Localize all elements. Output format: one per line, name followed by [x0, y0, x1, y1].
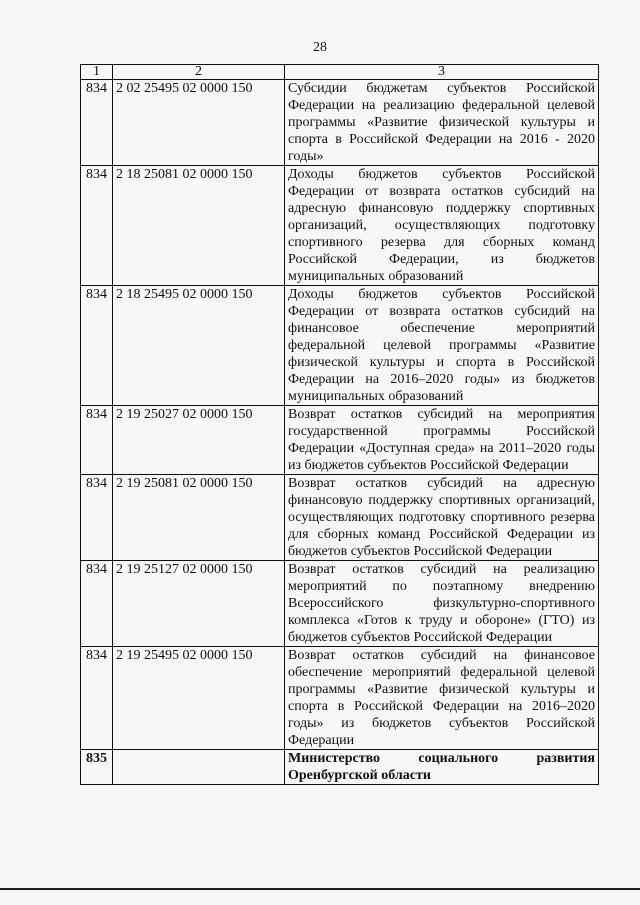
page-number: 28 [313, 40, 327, 55]
column-header-1: 1 [81, 65, 113, 80]
budget-code-cell: 2 19 25027 02 0000 150 [113, 406, 285, 475]
column-header-2: 2 [113, 65, 285, 80]
column-header-3: 3 [285, 65, 599, 80]
table-row [81, 286, 599, 406]
table-row [81, 406, 599, 475]
ministry-heading-row [81, 750, 599, 785]
description-cell: Возврат остатков субсидий на адресную финансовую поддержку спортивных организаций, осуществляющих подготовку спортивного резерва для сборных команд Российской Федерации из бюджетов субъектов Российской Федерации [285, 475, 599, 561]
ministry-name-cell: Министерство социального развития Оренбургской области [285, 750, 599, 785]
budget-code-cell: 2 02 25495 02 0000 150 [113, 80, 285, 166]
budget-code-cell: 2 19 25127 02 0000 150 [113, 561, 285, 647]
admin-code-cell: 834 [81, 166, 113, 286]
admin-code-cell: 835 [81, 750, 113, 785]
description-cell: Субсидии бюджетам субъектов Российской Федерации на реализацию федеральной целевой программы «Развитие физической культуры и спорта в Российской Федерации на 2016 - 2020 годы» [285, 80, 599, 166]
budget-classification-table [80, 64, 599, 785]
admin-code-cell: 834 [81, 561, 113, 647]
description-cell: Возврат остатков субсидий на мероприятия государственной программы Российской Федерации «Доступная среда» на 2011–2020 годы из бюджетов субъектов Российской Федерации [285, 406, 599, 475]
table-row [81, 561, 599, 647]
table-row [81, 80, 599, 166]
admin-code-cell: 834 [81, 286, 113, 406]
budget-code-cell: 2 19 25081 02 0000 150 [113, 475, 285, 561]
budget-code-cell [113, 750, 285, 785]
admin-code-cell: 834 [81, 80, 113, 166]
description-cell: Возврат остатков субсидий на реализацию мероприятий по поэтапному внедрению Всероссийского физкультурно-спортивного комплекса «Готов к труду и обороне» (ГТО) из бюджетов субъектов Российской Федерации [285, 561, 599, 647]
description-cell: Доходы бюджетов субъектов Российской Федерации от возврата остатков субсидий на адресную финансовую поддержку спортивных организаций, осуществляющих подготовку спортивного резерва для сборных команд Российской Федерации, из бюджетов муниципальных образований [285, 166, 599, 286]
page-bottom-rule [0, 888, 640, 890]
description-cell: Доходы бюджетов субъектов Российской Федерации от возврата остатков субсидий на финансовое обеспечение мероприятий федеральной целевой программы «Развитие физической культуры и спорта в Российской Федерации на 2016–2020 годы» из бюджетов муниципальных образований [285, 286, 599, 406]
admin-code-cell: 834 [81, 647, 113, 750]
table-row [81, 647, 599, 750]
budget-code-cell: 2 19 25495 02 0000 150 [113, 647, 285, 750]
table-row [81, 475, 599, 561]
table-row [81, 166, 599, 286]
description-cell: Возврат остатков субсидий на финансовое обеспечение мероприятий федеральной целевой программы «Развитие физической культуры и спорта в Российской Федерации на 2016–2020 годы» из бюджетов субъектов Российской Федерации [285, 647, 599, 750]
admin-code-cell: 834 [81, 475, 113, 561]
admin-code-cell: 834 [81, 406, 113, 475]
budget-code-cell: 2 18 25081 02 0000 150 [113, 166, 285, 286]
table-header-row [81, 65, 599, 80]
budget-code-cell: 2 18 25495 02 0000 150 [113, 286, 285, 406]
